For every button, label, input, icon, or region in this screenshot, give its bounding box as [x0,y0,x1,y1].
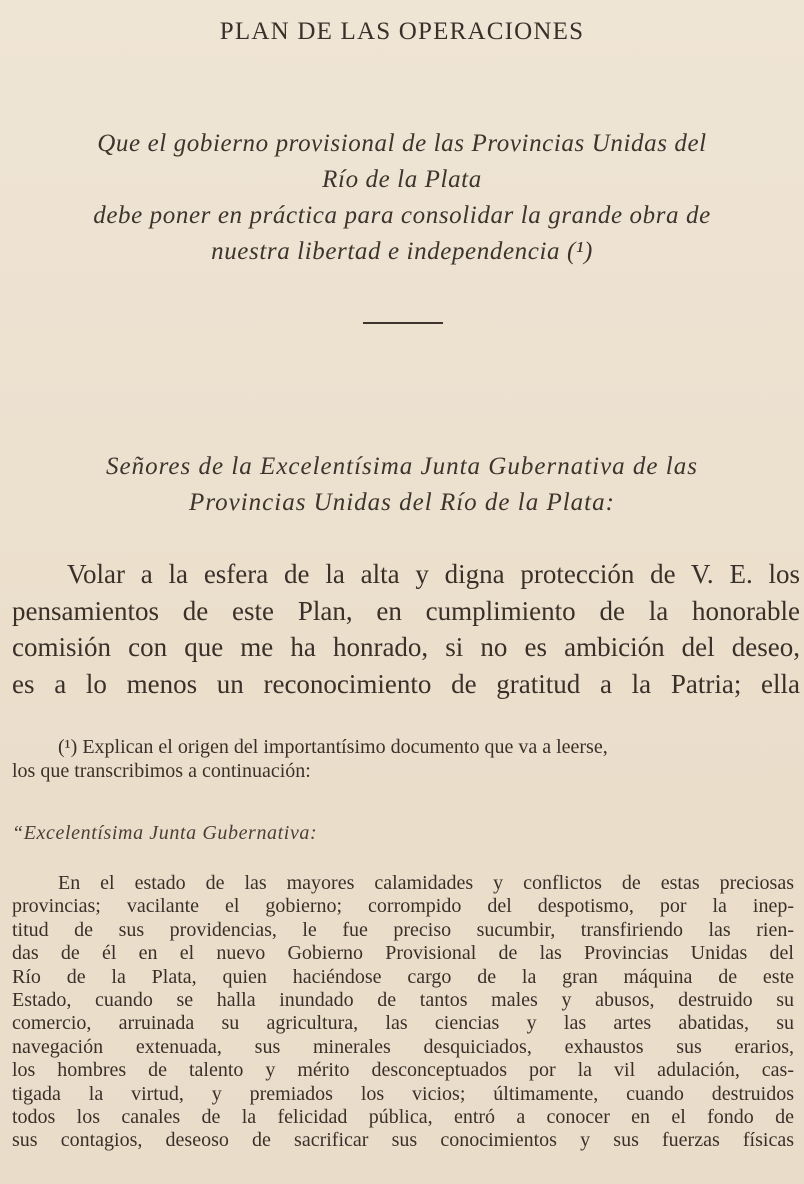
quote-line: todos los canales de la felicidad pública, entró a conocer en el fondo de [12,1106,794,1129]
body-line: comisión con que me ha honrado, si no es ambición del deseo, [12,632,800,662]
subtitle-line: Río de la Plata [322,166,482,193]
body-line: Volar a la esfera de la alta y digna protección de V. E. los [67,559,800,589]
footnote [12,735,792,783]
body-paragraph [12,556,800,702]
quote-line: navegación extenuada, sus minerales desquiciados, exhaustos sus erarios, [12,1035,794,1058]
quote-line: das de él en el nuevo Gobierno Provisional de las Provincias Unidas del [12,942,794,965]
footnote-line: (¹) Explican el origen del importantísimo documento que va a leerse, [58,736,608,758]
quote-line: titud de sus providencias, le fue preciso sucumbir, transfiriendo las rien- [12,918,794,941]
quote-line: los hombres de talento y mérito desconceptuados por la vil adulación, cas- [12,1059,794,1082]
quote-line: Estado, cuando se halla inundado de tantos males y abusos, destruido su [12,989,794,1012]
salutation [20,449,784,521]
subtitle-line: debe poner en práctica para consolidar la grande obra de [93,202,711,229]
quote-paragraph [12,872,794,1153]
section-separator [363,322,443,324]
footnote-line: los que transcribimos a continuación: [12,760,311,782]
subtitle-line: Que el gobierno provisional de las Provincias Unidas del [97,130,707,157]
salutation-line: Señores de la Excelentísima Junta Gubernativa de las [106,453,698,480]
quote-line: comercio, arruinada su agricultura, las ciencias y las artes abatidas, su [12,1012,794,1035]
document-title: PLAN DE LAS OPERACIONES [219,18,585,45]
quote-line: En el estado de las mayores calamidades y conflictos de estas preciosas [58,872,794,894]
quote-line: sus contagios, deseoso de sacrificar sus conocimientos y sus fuerzas físicas [12,1129,794,1152]
quote-line: Río de la Plata, quien haciéndose cargo de la gran máquina de este [12,965,794,988]
body-line: es a lo menos un reconocimiento de gratitud a la Patria; ella [12,668,800,699]
body-line: pensamientos de este Plan, en cumplimiento de la honorable [12,595,800,626]
quote-heading: “Excelentísima Junta Gubernativa: [12,822,318,844]
quote-line: provincias; vacilante el gobierno; corrompido del despotismo, por la inep- [12,895,794,918]
document-subtitle [20,126,784,270]
subtitle-line: nuestra libertad e independencia (¹) [211,238,593,265]
salutation-line: Provincias Unidas del Río de la Plata: [189,489,615,516]
quote-line: tigada la virtud, y premiados los vicios; últimamente, cuando destruidos [12,1082,794,1105]
